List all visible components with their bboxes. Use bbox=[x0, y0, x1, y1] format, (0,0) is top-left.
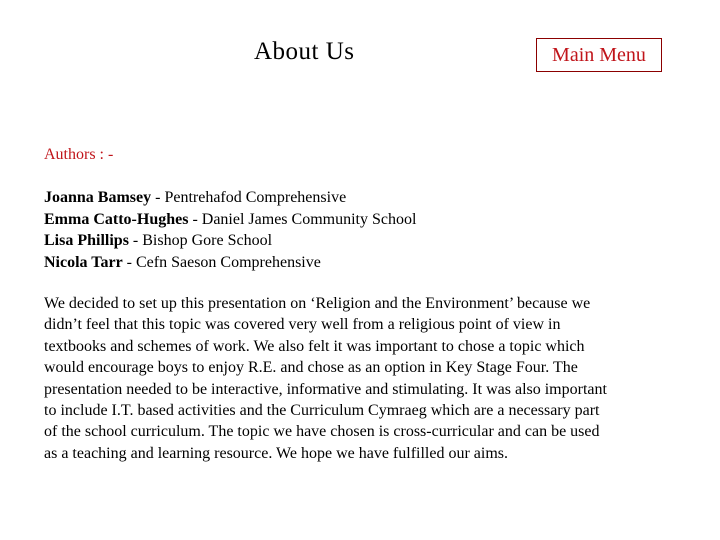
author-name: Emma Catto-Hughes bbox=[44, 210, 189, 228]
paragraph-line: presentation needed to be interactive, informative and stimulating. It was also important bbox=[44, 380, 607, 398]
author-item bbox=[44, 252, 416, 274]
author-separator: - bbox=[188, 210, 202, 228]
author-item bbox=[44, 209, 416, 231]
author-item bbox=[44, 230, 416, 252]
page-title: About Us bbox=[254, 38, 355, 65]
author-school: Cefn Saeson Comprehensive bbox=[136, 253, 321, 271]
author-name: Lisa Phillips bbox=[44, 232, 129, 249]
author-separator: - bbox=[151, 189, 165, 206]
author-list bbox=[44, 187, 416, 273]
author-separator: - bbox=[122, 253, 136, 271]
author-name: Nicola Tarr bbox=[44, 253, 123, 271]
paragraph-line: textbooks and schemes of work. We also felt it was important to chose a topic which bbox=[44, 337, 585, 355]
author-item bbox=[44, 187, 416, 209]
main-menu-button[interactable]: Main Menu bbox=[536, 38, 662, 72]
paragraph-line: would encourage boys to enjoy R.E. and chose as an option in Key Stage Four. The bbox=[44, 359, 578, 377]
paragraph-line: to include I.T. based activities and the Curriculum Cymraeg which are a necessary part bbox=[44, 402, 600, 420]
paragraph-line: We decided to set up this presentation on ‘Religion and the Environment’ because we bbox=[44, 295, 591, 312]
author-separator: - bbox=[128, 232, 143, 249]
about-paragraph bbox=[44, 293, 714, 464]
paragraph-line: didn’t feel that this topic was covered very well from a religious point of view in bbox=[44, 316, 561, 334]
paragraph-line: as a teaching and learning resource. We hope we have fulfilled our aims. bbox=[44, 444, 509, 462]
author-name: Joanna Bamsey bbox=[44, 189, 152, 206]
author-school: Pentrehafod Comprehensive bbox=[164, 189, 347, 206]
paragraph-line: of the school curriculum. The topic we have chosen is cross-curricular and can be used bbox=[44, 423, 600, 441]
author-school: Bishop Gore School bbox=[142, 232, 273, 249]
author-school: Daniel James Community School bbox=[201, 210, 417, 228]
authors-heading: Authors : - bbox=[44, 146, 114, 163]
